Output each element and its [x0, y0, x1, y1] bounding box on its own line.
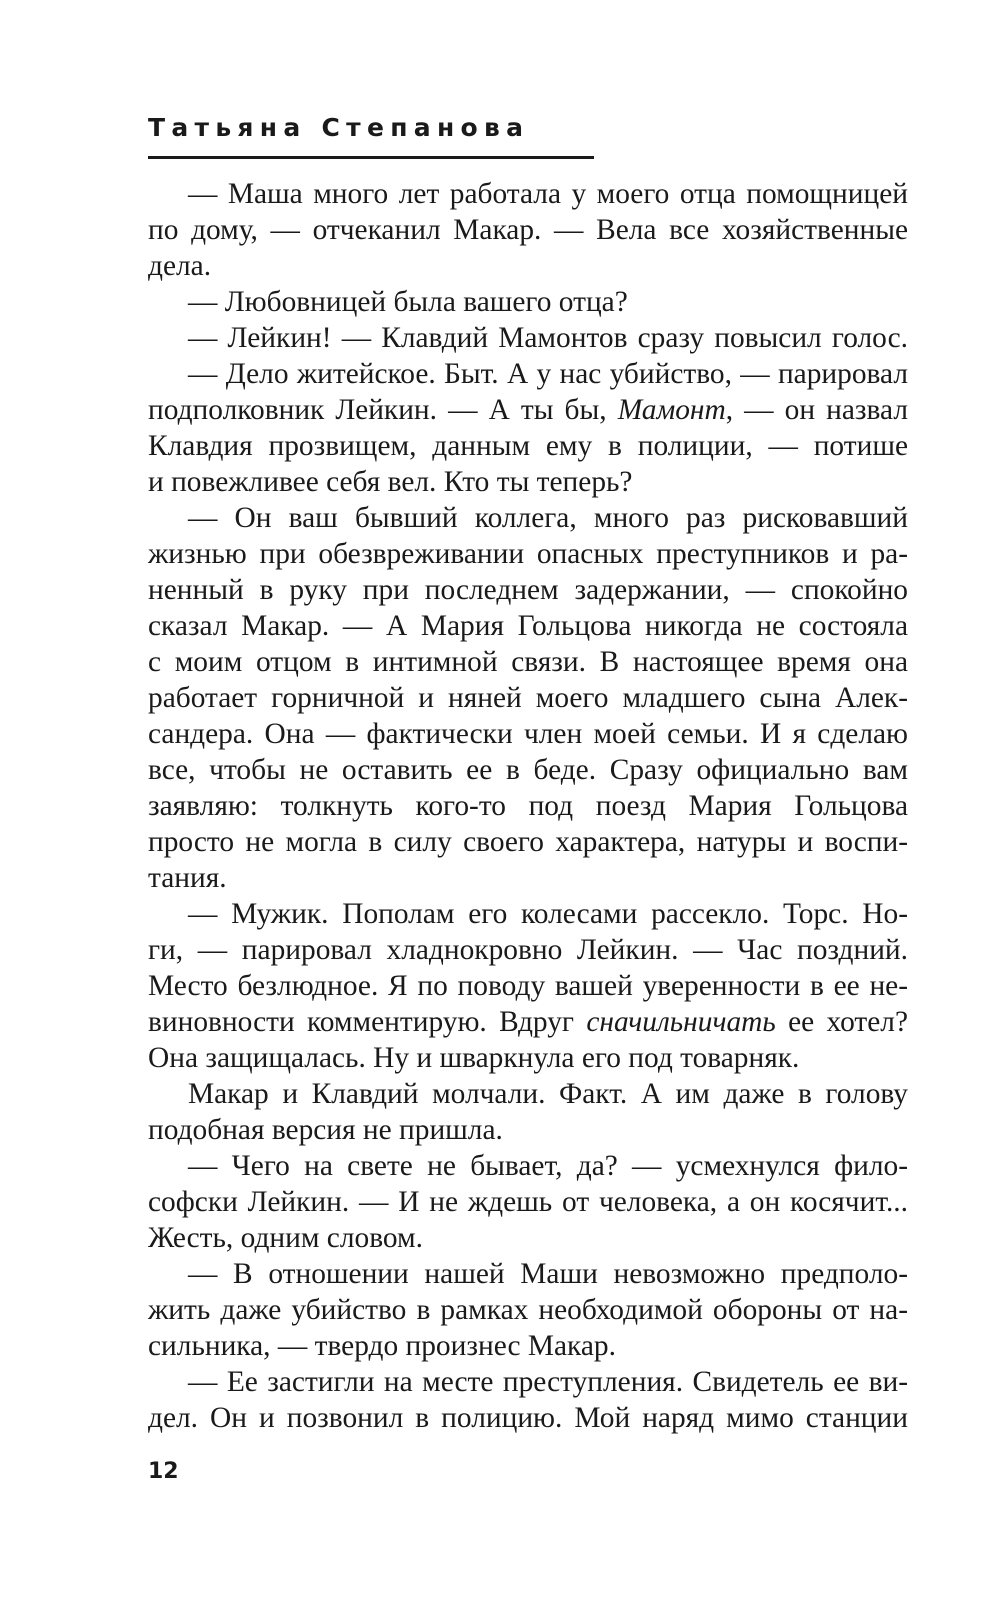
body-text	[148, 176, 908, 1436]
text-line: — В отношении нашей Маши невозможно предполо-	[188, 1258, 908, 1290]
text-line: ги, — парировал хладнокровно Лейкин. — Час поздний.	[148, 934, 908, 966]
text-line: Макар и Клавдий молчали. Факт. А им даже в голову	[188, 1078, 908, 1110]
text-line: просто не могла в силу своего характера, натуры и воспи-	[148, 826, 908, 858]
text-line: — Чего на свете не бывает, да? — усмехнулся фило-	[188, 1150, 908, 1182]
text-segment: подполковник Лейкин. — А ты бы,	[148, 394, 618, 426]
text-line: жизнью при обезвреживании опасных преступников и ра-	[148, 538, 908, 570]
page-number: 12	[148, 1459, 179, 1484]
italic-nickname: Мамонт	[617, 394, 726, 426]
text-segment: виновности комментирую. Вдруг	[148, 1006, 587, 1038]
text-line: жить даже убийство в рамках необходимой обороны от на-	[148, 1294, 908, 1326]
text-line: — Он ваш бывший коллега, много раз рисковавший	[188, 502, 908, 534]
text-line: — Дело житейское. Быт. А у нас убийство, — парировал	[188, 358, 908, 390]
text-line: и повежливее себя вел. Кто ты теперь?	[148, 466, 633, 498]
text-line: софски Лейкин. — И не ждешь от человека, а он косячит...	[148, 1186, 908, 1218]
text-line: — Маша много лет работала у моего отца помощницей	[188, 178, 908, 210]
text-segment: , — он назвал	[725, 394, 908, 426]
text-line: — Мужик. Пополам его колесами рассекло. Торс. Но-	[188, 898, 908, 930]
text-line	[148, 1004, 908, 1040]
text-line: — Лейкин! — Клавдий Мамонтов сразу повысил голос.	[188, 322, 908, 354]
text-line: дел. Он и позвонил в полицию. Мой наряд мимо станции	[148, 1402, 908, 1434]
text-line: — Любовницей была вашего отца?	[188, 286, 628, 318]
text-line: сандера. Она — фактически член моей семьи. И я сделаю	[148, 718, 908, 750]
italic-word: сначильничать	[586, 1006, 776, 1038]
text-segment: ее хотел?	[775, 1006, 908, 1038]
text-line: тания.	[148, 862, 227, 894]
text-line: заявляю: толкнуть кого-то под поезд Мария Гольцова	[148, 790, 908, 822]
text-line: с моим отцом в интимной связи. В настоящее время она	[148, 646, 908, 678]
text-line: — Ее застигли на месте преступления. Свидетель ее ви-	[188, 1366, 908, 1398]
text-line: все, чтобы не оставить ее в беде. Сразу официально вам	[148, 754, 908, 786]
text-line: подобная версия не пришла.	[148, 1114, 503, 1146]
text-line: сказал Макар. — А Мария Гольцова никогда не состояла	[148, 610, 908, 642]
running-header	[148, 112, 594, 159]
text-line: Жесть, одним словом.	[148, 1222, 423, 1254]
text-line: работает горничной и няней моего младшего сына Алек-	[148, 682, 908, 714]
author-name: Татьяна Степанова	[148, 113, 530, 142]
text-line: по дому, — отчеканил Макар. — Вела все хозяйственные	[148, 214, 908, 246]
text-line	[148, 392, 908, 428]
text-line: дела.	[148, 250, 212, 282]
text-line: Клавдия прозвищем, данным ему в полиции, — потише	[148, 430, 908, 462]
text-line: Она защищалась. Ну и шваркнула его под товарняк.	[148, 1042, 800, 1074]
text-line: Место безлюдное. Я по поводу вашей уверенности в ее не-	[148, 970, 908, 1002]
text-line: ненный в руку при последнем задержании, — спокойно	[148, 574, 908, 606]
text-line: сильника, — твердо произнес Макар.	[148, 1330, 616, 1362]
